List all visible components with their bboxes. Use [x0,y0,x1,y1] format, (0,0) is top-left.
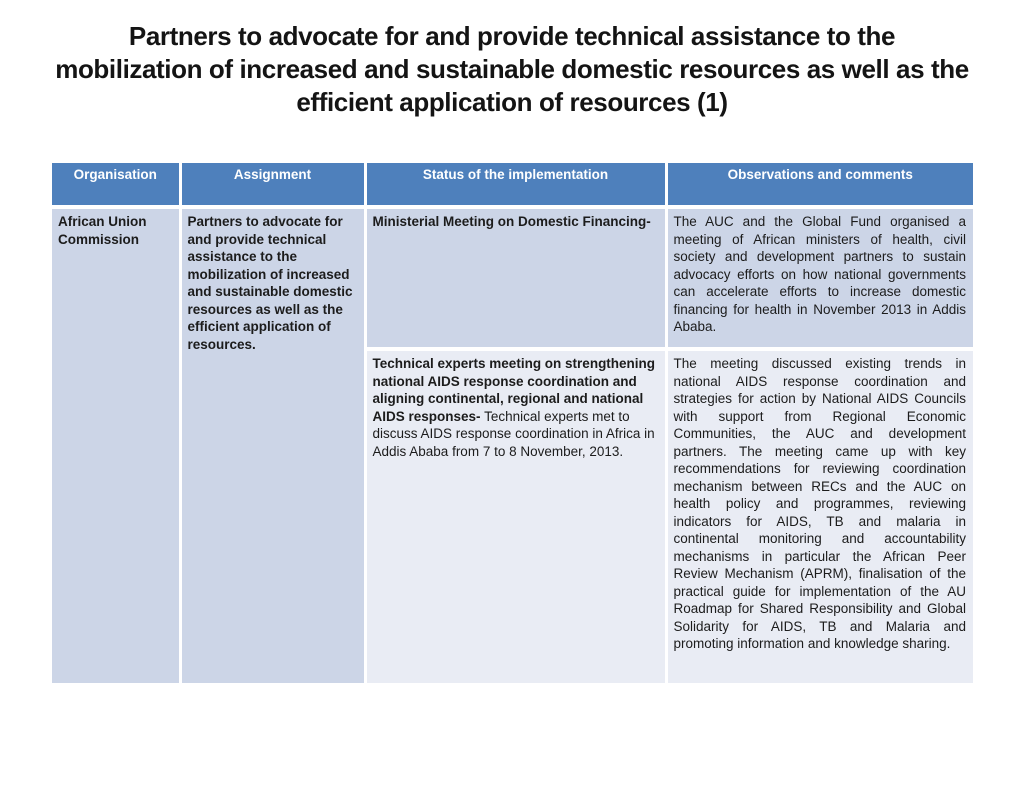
slide-title [0,20,1024,119]
table-row [52,207,973,349]
observations-row1-cell [666,207,973,349]
title-line-3: efficient application of resources (1) [296,87,728,117]
observations-row2-text: The meeting discussed existing trends in national AIDS response coordination and strategies for action by National AIDS Councils with support from Regional Economic Communities, the AUC and development partners. The meeting came up with key recommendations for reviewing coordination mechanism between RECs and the AUC on health policy and programmes, reviewing indicators for AIDS, TB and malaria in continental monitoring and accountability mechanisms in particular the African Peer Review Mechanism (APRM), finalisation of the practical guide for implementation of the AU Roadmap for Shared Responsibility and Global Solidarity for AIDS, TB and Malaria and promoting information and knowledge sharing. [673,356,966,651]
partners-table-container [52,163,973,683]
header-observations-and-comments: Observations and comments [666,163,973,207]
organisation-cell [52,207,180,683]
observations-row1-text: The AUC and the Global Fund organised a meeting of African ministers of health, civil society and development partners to sustain advocacy efforts on how national governments can accelerate efforts to increase domestic financing for health in November 2013 in Addis Ababa. [673,214,966,334]
partners-table [52,163,973,683]
status-row1-cell [365,207,666,349]
title-line-1: Partners to advocate for and provide technical assistance to the [128,21,896,51]
header-status-of-implementation: Status of the implementation [365,163,666,207]
assignment-cell [180,207,365,683]
status-row2-body: Technical experts met to discuss AIDS response coordination in Africa in Addis Ababa from 7 to 8 November, 2013. [372,408,655,459]
organisation-text: African Union Commission [58,214,147,247]
header-organisation: Organisation [52,163,180,207]
table-header-row [52,163,973,207]
observations-row2-cell [666,349,973,683]
status-row1-heading: Ministerial Meeting on Domestic Financing- [372,214,651,229]
status-row2-heading: Technical experts meeting on strengthening national AIDS response coordination and aligning continental, regional and national AIDS responses- [372,356,656,424]
status-row2-cell [365,349,666,683]
title-line-2: mobilization of increased and sustainable domestic resources as well as the [55,54,969,84]
status-row2-text [373,355,658,460]
header-assignment: Assignment [180,163,365,207]
assignment-text: Partners to advocate for and provide technical assistance to the mobilization of increased and sustainable domestic resources as well as the efficient application of resources. [187,214,353,352]
slide [0,20,1024,788]
